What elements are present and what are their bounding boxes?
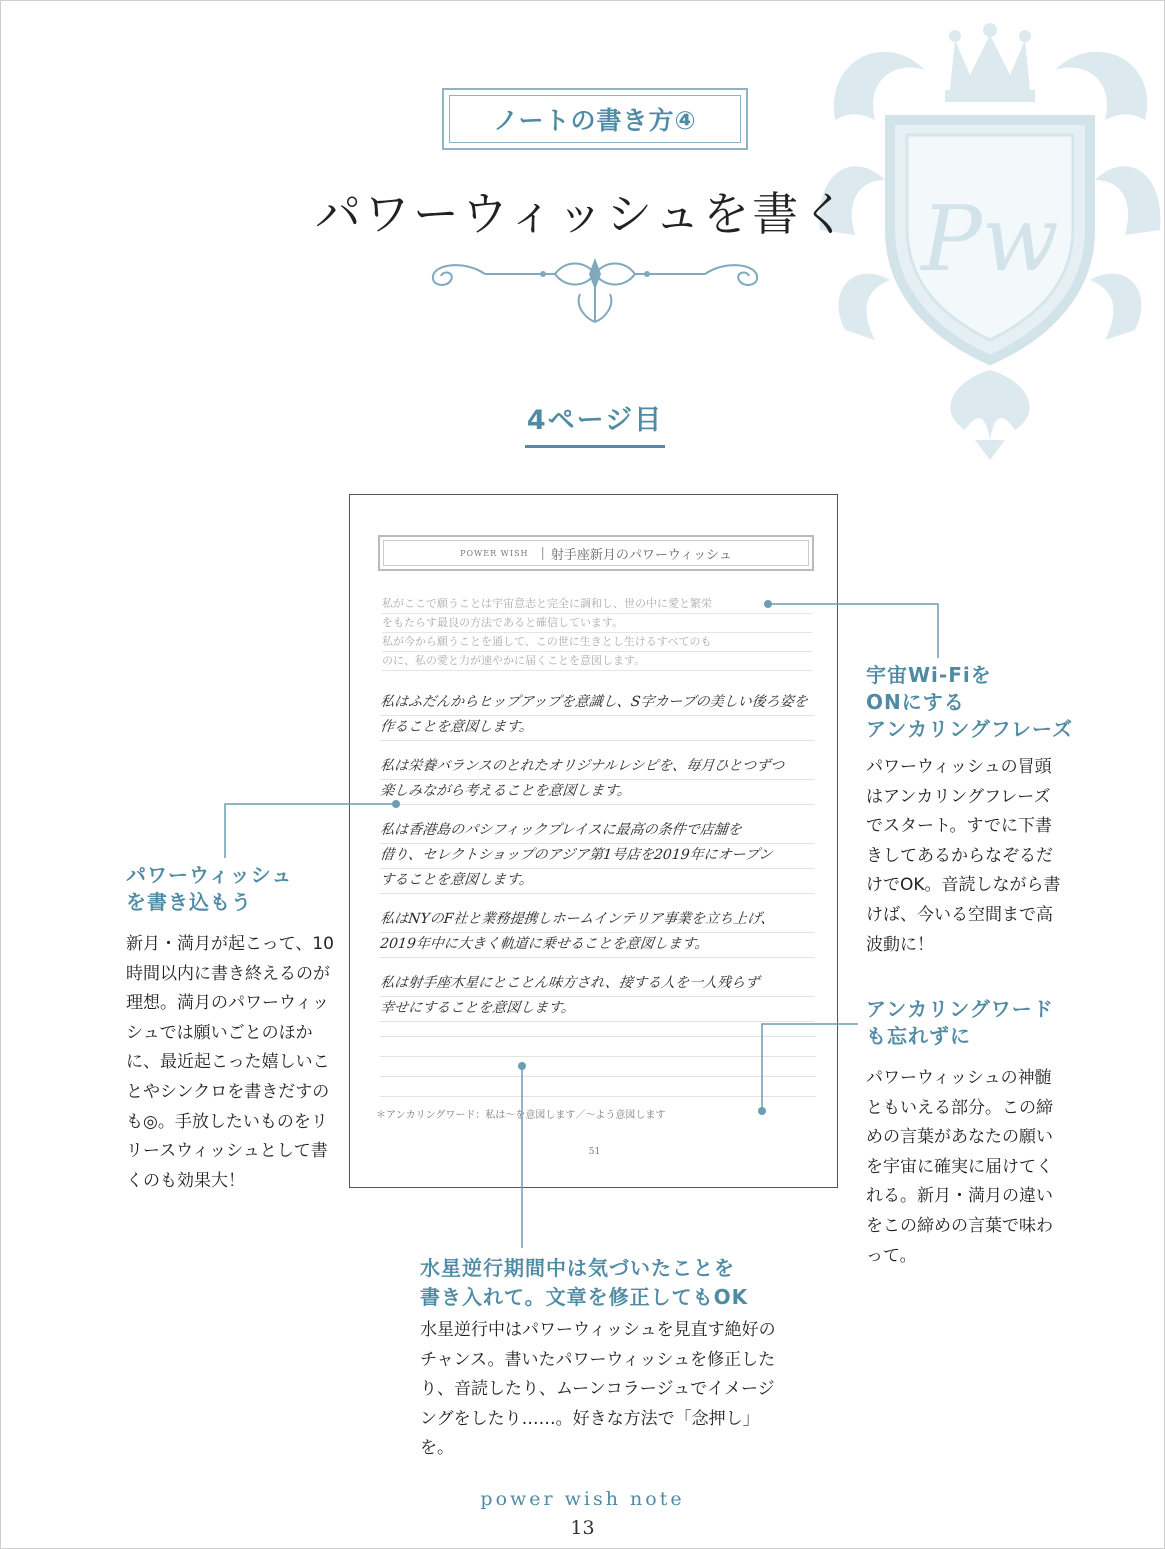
anchoring-word-note: ＊アンカリングワード：私は〜を意図します／〜よう意図します [376,1110,666,1121]
leader-right-top [768,604,938,658]
wish-line: 私は射手座木星にとことん味方され、接する人を一人残らず [379,972,818,997]
callout-title-line: 書き入れて。文章を修正してもOK [420,1285,749,1309]
preprint-line: 私が今から願うことを通して、この世に生きとし生けるすべてのも [382,633,812,652]
wish-line: 2019年中に大きく軌道に乗せることを意図します。 [379,933,818,958]
leader-right-bottom [762,1024,858,1111]
leader-dot [392,800,400,808]
wish-line: することを意図します。 [379,869,818,894]
preprint-line: のに、私の愛と力が速やかに届くことを意図します。 [382,652,812,671]
callout-title-line: を書き込もう [126,890,252,914]
callout-mercury-retrograde [420,1254,790,1464]
callout-title-line: アンカリングワード [866,997,1054,1021]
callout-anchoring-phrase [866,662,1106,960]
note-page-number: 51 [588,1147,601,1157]
crest-monogram: Pw [921,187,1059,292]
preprint-line: 私がここで願うことは宇宙意志と完全に調和し、世の中に愛と繁栄 [382,595,812,614]
section-label: ノートの書き方④ [449,95,741,143]
callout-body: パワーウィッシュの神髄ともいえる部分。この締めの言葉があなたの願いを宇宙に確実に届けてくれる。新月・満月の違いをこの締めの言葉で味わって。 [866,1068,1053,1266]
wish-line: 幸せにすることを意図します。 [379,997,818,1022]
callout-title-line: パワーウィッシュ [126,863,293,887]
note-header-prefix: POWER WISH [460,548,529,558]
callout-title-line: アンカリングフレーズ [866,717,1073,741]
callout-title-line: ONにする [866,690,965,714]
callout-body: パワーウィッシュの冒頭はアンカリングフレーズでスタート。すでに下書きしてあるからなぞるだけでOK。音読しながら書けば、今いる空間まで高波動に！ [866,757,1061,955]
wish-line: 私は栄養バランスのとれたオリジナルレシピを、毎月ひとつずつ [379,755,818,780]
callout-title-line: 水星逆行期間中は気づいたことを [420,1256,735,1280]
footer-brand: power wish note [480,1488,685,1510]
footer-page-number: 13 [570,1517,595,1539]
page-heading: 4ページ目 [525,398,665,448]
callout-title-line: 宇宙Wi-Fiを [866,663,992,687]
callout-anchoring-word [866,996,1081,1271]
leader-left [225,804,396,858]
leader-dot [758,1107,766,1115]
wish-line: 私は香港島のパシフィックプレイスに最高の条件で店舗を [379,819,818,844]
wish-line: 借り、セレクトショップのアジア第1号店を2019年にオープン [379,844,818,869]
preprint-line: をもたらす最良の方法であると確信しています。 [382,614,812,633]
wish-line: 作ることを意図します。 [379,716,818,741]
note-header-title: 射手座新月のパワーウィッシュ [550,547,732,563]
note-header-separator: | [540,545,545,561]
callout-title-line: も忘れずに [866,1024,971,1048]
wish-line: 私はNYのF社と業務提携しホームインテリア事業を立ち上げ、 [379,908,818,933]
callout-write-wish [126,862,336,1196]
leader-dot [518,1062,526,1070]
wish-line: 楽しみながら考えることを意図します。 [379,780,818,805]
leader-dot [764,600,772,608]
page-title: パワーウィッシュを書く [314,187,851,241]
callout-body: 水星逆行中はパワーウィッシュを見直す絶好のチャンス。書いたパワーウィッシュを修正したり、音読したり、ムーンコラージュでイメージングをしたり……。好きな方法で「念押し」を。 [420,1320,776,1459]
wish-line: 私はふだんからヒップアップを意識し、S字カーブの美しい後ろ姿を [379,691,818,716]
callout-body: 新月・満月が起こって、10時間以内に書き終えるのが理想。満月のパワーウィッシュでは願いごとのほかに、最近起こった嬉しいことやシンクロを書きだすのも◎。手放したいものをリリースウィッシュとして書くのも効果大！ [126,934,334,1191]
